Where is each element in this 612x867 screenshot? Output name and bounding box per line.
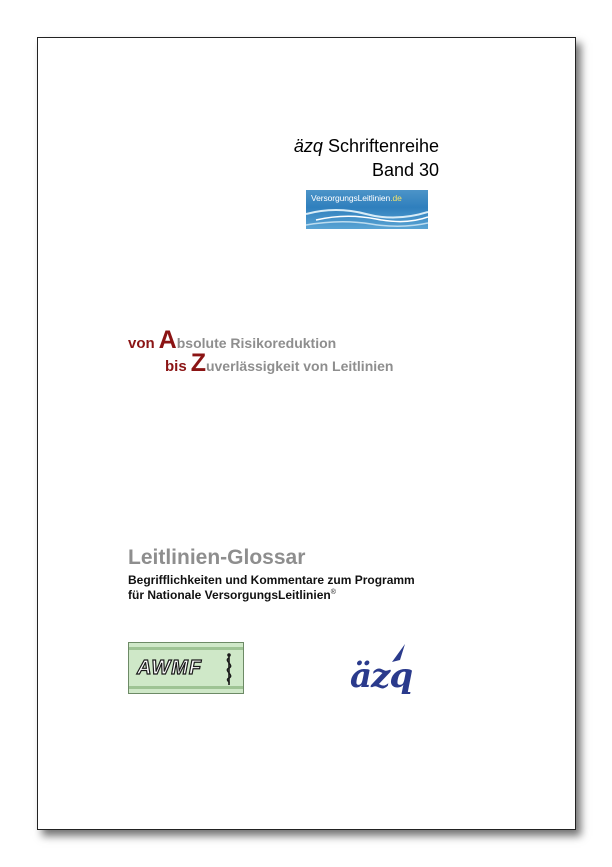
headline-rest-1: bsolute Risikoreduktion: [176, 335, 337, 351]
headline-rest-2: uverlässigkeit von Leitlinien: [205, 358, 394, 374]
banner-domain: .de: [390, 193, 402, 203]
awmf-stripe-top: [129, 647, 243, 650]
glossar-subtitle-2-text: für Nationale VersorgungsLeitlinien: [128, 588, 331, 602]
awmf-logo: [128, 642, 244, 694]
awmf-logo-text: AWMF: [137, 657, 203, 679]
series-prefix: äzq: [293, 136, 323, 156]
document-page: [37, 37, 576, 830]
azq-logo: [350, 642, 414, 698]
versorgungsleitlinien-banner: [306, 190, 428, 229]
azq-logo-text: äzq: [350, 656, 413, 696]
headline-bis: bis: [165, 358, 187, 375]
glossar-subtitle-1: Begrifflichkeiten und Kommentare zum Programm: [128, 573, 415, 587]
headline-line-2: [165, 349, 393, 378]
caduceus-icon: [221, 652, 237, 686]
awmf-stripe-bottom: [129, 686, 243, 689]
series-name: [294, 134, 439, 158]
glossar-subtitle-2: [128, 588, 336, 602]
headline: [128, 326, 393, 378]
registered-mark: ®: [330, 589, 336, 596]
headline-letter-z: Z: [190, 349, 206, 377]
banner-label: VersorgungsLeitlinien: [311, 193, 391, 203]
headline-von: von: [128, 335, 155, 352]
wave-icon: [306, 204, 428, 229]
series-heading: [294, 134, 439, 182]
banner-text: [311, 193, 402, 203]
series-label: Schriftenreihe: [327, 136, 439, 156]
glossar-title: Leitlinien-Glossar: [128, 546, 306, 569]
series-band: Band 30: [371, 160, 439, 180]
headline-letter-a: A: [158, 326, 177, 354]
